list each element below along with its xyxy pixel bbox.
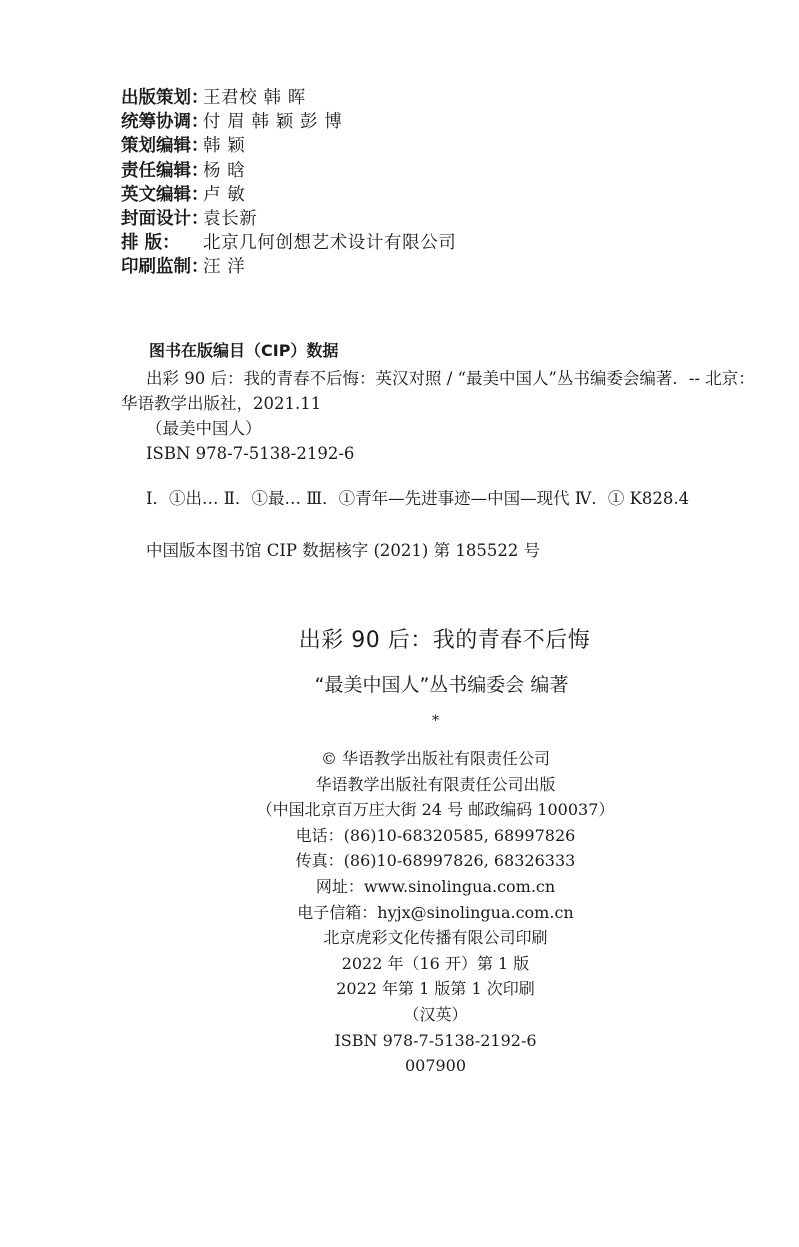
credit-role: 统筹协调： (121, 112, 209, 133)
cip-series: （最美中国人） (146, 419, 262, 438)
credit-role: 出版策划： (121, 88, 209, 108)
address-line: （中国北京百万庄大街 24 号 邮政编码 100037） (256, 800, 615, 820)
credit-names: 北京几何创想艺术设计有限公司 (203, 233, 457, 254)
credits-block (121, 86, 456, 280)
credit-names: 卢 敏 (203, 184, 246, 205)
format-line: 2022 年（16 开）第 1 版 (341, 953, 530, 973)
credit-role: 策划编辑： (121, 136, 209, 157)
cip-number: 中国版本图书馆 CIP 数据核字 (2021) 第 185522 号 (146, 541, 541, 560)
credit-row-typesetting (121, 231, 456, 255)
phone-line: 电话：(86)10-68320585, 68997826 (295, 825, 576, 845)
credit-row-acquisitions-editor (121, 134, 456, 158)
printing-line: 2022 年第 1 版第 1 次印刷 (336, 979, 535, 999)
email-line: 电子信箱：hyjx@sinolingua.com.cn (297, 902, 574, 922)
cip-classification: Ⅰ．①出… Ⅱ．①最… Ⅲ．①青年—先进事迹—中国—现代 Ⅳ．① K828.4 (146, 489, 690, 508)
website-line: 网址：www.sinolingua.com.cn (315, 876, 556, 896)
book-title: 出彩 90 后：我的青春不后悔 (298, 628, 591, 653)
isbn-line: ISBN 978-7-5138-2192-6 (334, 1030, 537, 1050)
credit-role: 英文编辑： (121, 184, 209, 205)
printer-line: 北京虎彩文化传播有限公司印刷 (323, 928, 548, 948)
credit-names: 韩 颖 (203, 136, 246, 157)
code-line: 007900 (404, 1056, 467, 1076)
cip-isbn: ISBN 978-7-5138-2192-6 (146, 444, 355, 463)
credit-row-english-editor (121, 183, 456, 207)
credit-row-coordination (121, 110, 456, 134)
publication-info (36, 746, 799, 1079)
credit-role: 封面设计： (121, 209, 209, 230)
credit-names: 袁长新 (203, 209, 258, 230)
credit-names: 付 眉 韩 颖 彭 博 (203, 112, 343, 133)
copyright-line: © 华语教学出版社有限责任公司 (320, 749, 551, 768)
credit-names: 杨 晗 (203, 160, 246, 181)
cip-description-line: 出彩 90 后：我的青春不后悔：英汉对照 / “最美中国人”丛书编委会编著．-- 北京： (146, 369, 755, 388)
book-author: “最美中国人”丛书编委会 编著 (314, 674, 569, 696)
cip-title: 图书在版编目（CIP）数据 (149, 341, 339, 360)
cip-block (121, 338, 781, 563)
credit-row-cover-design (121, 207, 456, 231)
credit-names: 汪 洋 (203, 257, 246, 278)
publisher-line: 华语教学出版社有限责任公司出版 (315, 774, 556, 794)
credit-row-print-supervision (121, 255, 456, 279)
credit-role: 责任编辑： (121, 160, 209, 181)
credit-names: 王君校 韩 晖 (203, 88, 306, 108)
fax-line: 传真：(86)10-68997826, 68326333 (295, 851, 576, 871)
credit-role: 排 版： (121, 233, 180, 254)
divider-star: * (432, 713, 439, 729)
language-line: （汉英） (403, 1004, 468, 1024)
credit-role: 印刷监制： (121, 257, 209, 278)
cip-publisher-line: 华语教学出版社，2021.11 (121, 394, 322, 413)
credit-row-planning (121, 86, 456, 110)
credit-row-responsible-editor (121, 159, 456, 183)
